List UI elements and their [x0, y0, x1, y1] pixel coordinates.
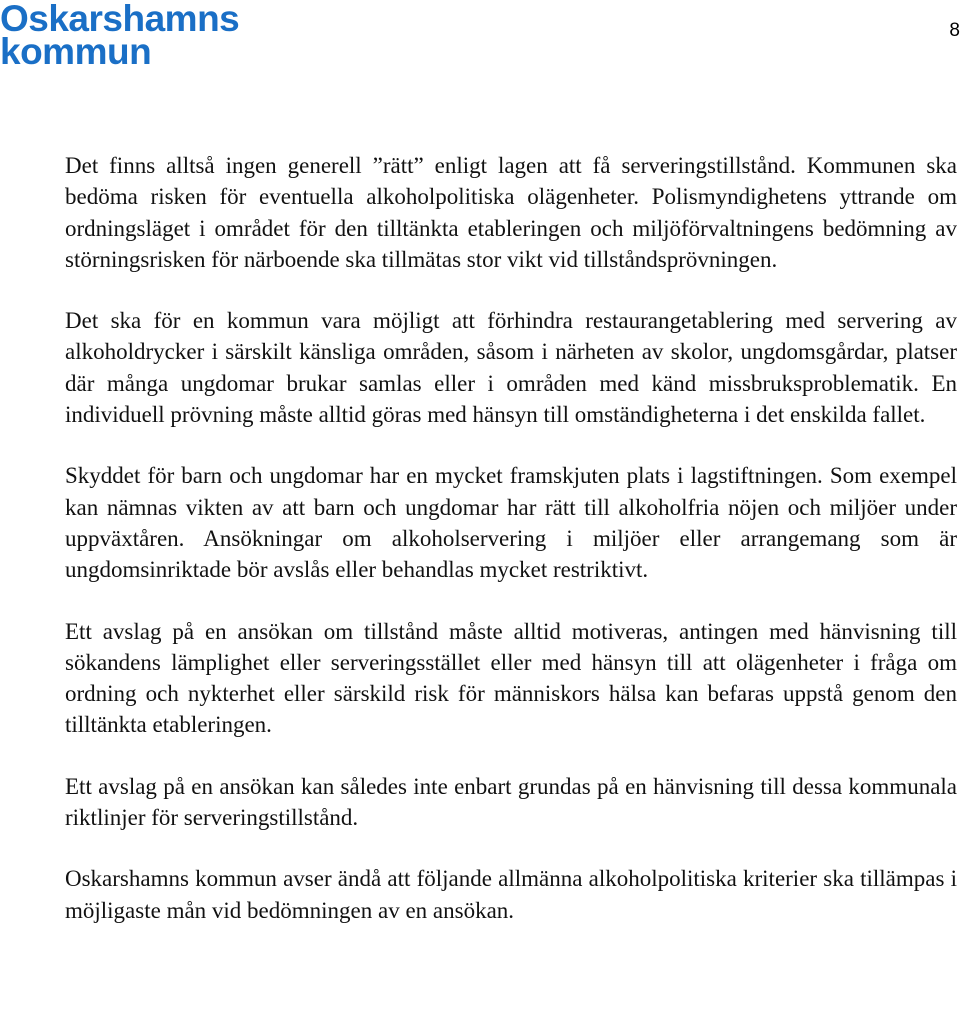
paragraph: Det finns alltså ingen generell ”rätt” enligt lagen att få serveringstillstånd. Kommunen ska bedöma risken för eventuella alkoholpolitiska olägenheter. Polismyndighetens yttrande om ordningsläget i området för den tilltänkta etableringen och miljöförvaltningens bedömning av störningsrisken för närboende ska tillmätas stor vikt vid tillståndsprövningen. — [65, 153, 957, 272]
logo-line-1: Oskarshamns — [0, 0, 240, 39]
logo-line-2: kommun — [0, 31, 152, 72]
paragraph: Oskarshamns kommun avser ändå att följande allmänna alkoholpolitiska kriterier ska tillämpas i möjligaste mån vid bedömningen av en ansökan. — [65, 866, 957, 923]
document-body — [65, 150, 957, 926]
paragraph: Det ska för en kommun vara möjligt att förhindra restaurangetablering med servering av alkoholdrycker i särskilt känsliga områden, såsom i närheten av skolor, ungdomsgårdar, platser där många ungdomar brukar samlas eller i områden med känd missbruksproblematik. En individuell prövning måste alltid göras med hänsyn till omständigheterna i det enskilda fallet. — [65, 308, 957, 428]
paragraph: Ett avslag på en ansökan kan således inte enbart grundas på en hänvisning till dessa kommunala riktlinjer för serveringstillstånd. — [65, 773, 957, 831]
page-number: 8 — [949, 20, 960, 41]
paragraph: Ett avslag på en ansökan om tillstånd måste alltid motiveras, antingen med hänvisning till sökandens lämplighet eller serveringsstället eller med hänsyn till att olägenheter i fråga om ordning och nykterhet eller särskild risk för människors hälsa kan befaras uppstå genom den tilltänkta etableringen. — [65, 618, 957, 738]
paragraph: Skyddet för barn och ungdomar har en mycket framskjuten plats i lagstiftningen. Som exempel kan nämnas vikten av att barn och ungdomar har rätt till alkoholfria nöjen och miljöer under uppväxtåren. Ansökningar om alkoholservering i miljöer eller arrangemang som är ungdomsinriktade bör avslås eller behandlas mycket restriktivt. — [65, 463, 957, 583]
municipality-logo — [0, 0, 240, 72]
